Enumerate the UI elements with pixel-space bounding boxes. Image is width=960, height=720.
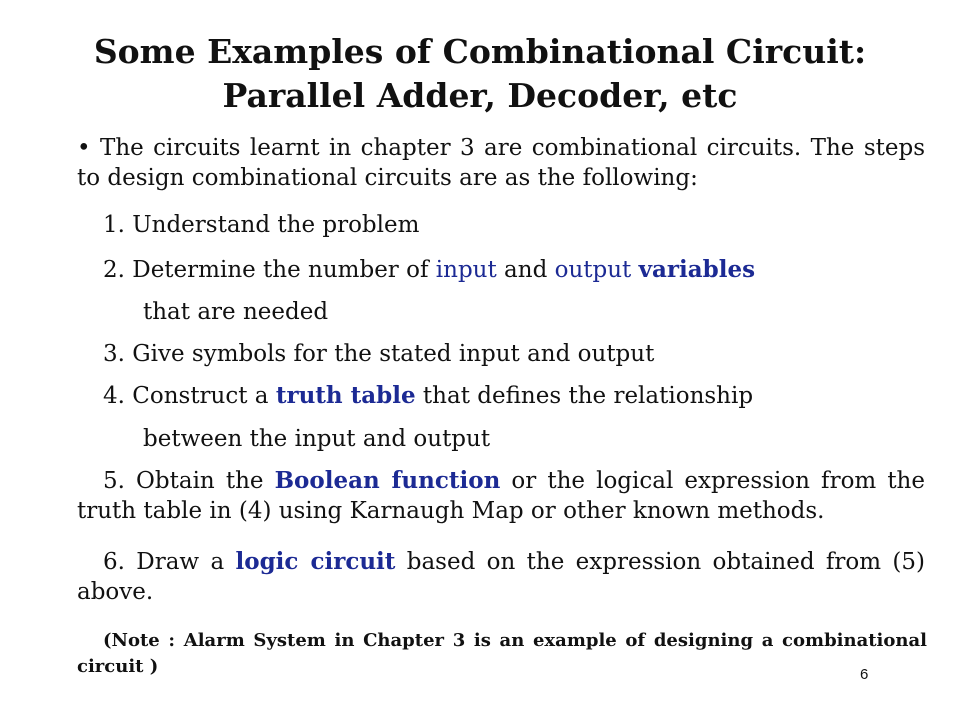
bullet-icon: • — [77, 135, 91, 161]
step-2-continuation — [77, 297, 960, 327]
step-6-post: based on the expression obtained from (5) above. — [77, 549, 925, 605]
title-line-1: Some Examples of Combinational Circuit: — [93, 32, 867, 71]
step-1 — [77, 210, 951, 240]
keyword-variables: variables — [638, 256, 756, 283]
step-4 — [77, 381, 951, 411]
step-5-text: 5. Obtain the — [103, 468, 275, 494]
step-2-and: and — [496, 257, 555, 283]
intro-paragraph — [77, 133, 925, 193]
step-4-post: that defines the relationship — [415, 383, 754, 409]
step-4-continuation — [77, 424, 960, 454]
step-1-text: 1. Understand the problem — [103, 212, 420, 238]
step-2-space — [631, 257, 638, 283]
note — [77, 628, 927, 680]
step-2 — [77, 255, 951, 285]
step-2-cont-text: that are needed — [143, 299, 329, 325]
step-2-text: 2. Determine the number of — [103, 257, 436, 283]
step-6-text: 6. Draw a — [103, 549, 236, 575]
step-3 — [77, 339, 951, 369]
keyword-boolean-function: Boolean function — [274, 467, 501, 494]
step-5 — [77, 466, 925, 526]
keyword-truth-table: truth table — [275, 382, 416, 409]
step-6 — [77, 547, 925, 607]
title-line-2: Parallel Adder, Decoder, etc — [222, 76, 738, 115]
intro-text: The circuits learnt in chapter 3 are combinational circuits. The steps to design combinational circuits are as the following: — [77, 135, 925, 191]
page-number: 6 — [860, 666, 869, 683]
step-5-post: or the logical expression from the truth table in (4) using Karnaugh Map or other known methods. — [77, 468, 925, 524]
keyword-logic-circuit: logic circuit — [235, 548, 396, 575]
step-4-text: 4. Construct a — [103, 383, 276, 409]
step-4-cont-text: between the input and output — [143, 426, 491, 452]
keyword-output: output — [554, 257, 632, 283]
note-text: (Note : Alarm System in Chapter 3 is an example of designing a combinational circuit ) — [77, 630, 927, 677]
step-3-text: 3. Give symbols for the stated input and output — [103, 341, 655, 367]
slide-title — [60, 30, 900, 118]
keyword-input: input — [435, 257, 497, 283]
